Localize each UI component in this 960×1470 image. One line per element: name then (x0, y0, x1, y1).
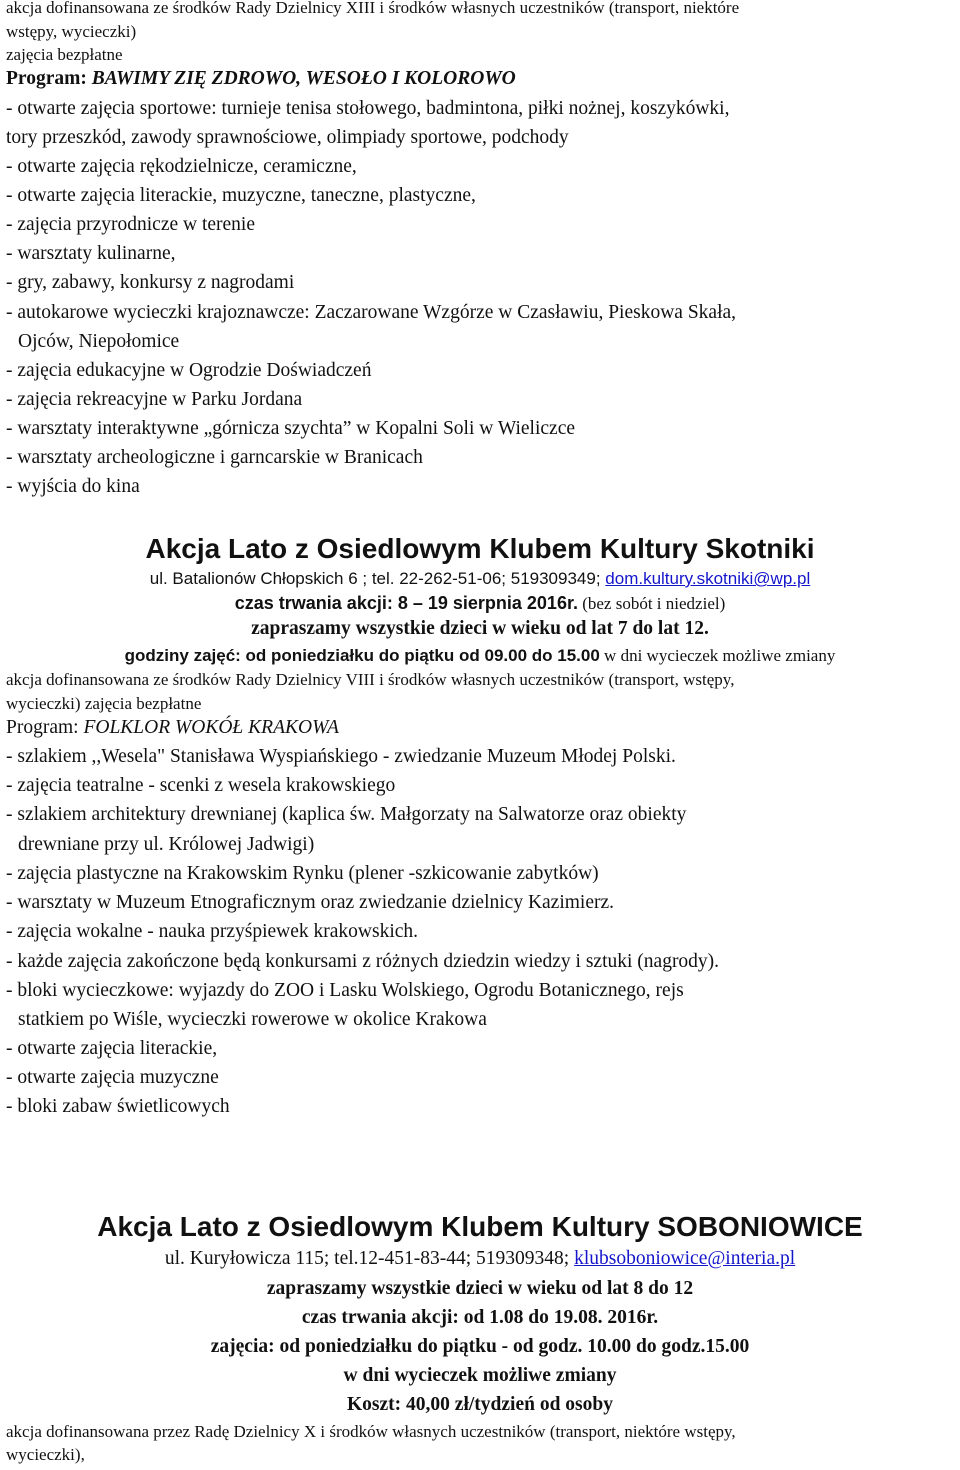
funding-note: akcja dofinansowana ze środków Rady Dzielnicy XIII i środków własnych uczestników (transport, niektóre (6, 0, 740, 17)
contact-address: ul. Kuryłowicza 115; tel.12-451-83-44; 519309348; klubsoboniowice@interia.pl (164, 1248, 796, 1269)
list-item: - otwarte zajęcia literackie, (6, 1038, 218, 1059)
list-item: statkiem po Wiśle, wycieczki rowerowe w okolice Krakowa (18, 1009, 487, 1030)
list-item: - zajęcia przyrodnicze w terenie (6, 214, 256, 235)
cost: Koszt: 40,00 zł/tydzień od osoby (347, 1394, 613, 1415)
email-link[interactable]: klubsoboniowice@interia.pl (574, 1248, 796, 1269)
duration: czas trwania akcji: od 1.08 do 19.08. 2016r. (301, 1307, 659, 1328)
list-item: - warsztaty archeologiczne i garncarskie w Branicach (6, 447, 423, 468)
list-item: - warsztaty w Muzeum Etnograficznym oraz zwiedzanie dzielnicy Kazimierz. (6, 892, 615, 913)
list-item: - szlakiem architektury drewnianej (kaplica św. Małgorzaty na Salwatorze oraz obiekty (6, 804, 687, 825)
list-item: Ojców, Niepołomice (18, 331, 180, 352)
list-item: drewniane przy ul. Królowej Jadwigi) (18, 834, 315, 855)
funding-note: akcja dofinansowana ze środków Rady Dzielnicy VIII i środków własnych uczestników (transport, wstępy, (6, 670, 735, 689)
list-item: - zajęcia rekreacyjne w Parku Jordana (6, 389, 303, 410)
list-item: - autokarowe wycieczki krajoznawcze: Zaczarowane Wzgórze w Czasławiu, Pieskowa Skała, (6, 302, 737, 323)
section-heading-soboniowice: Akcja Lato z Osiedlowym Klubem Kultury SOBONIOWICE (97, 1211, 863, 1242)
list-item: - gry, zabawy, konkursy z nagrodami (6, 272, 295, 293)
section-heading-skotniki: Akcja Lato z Osiedlowym Klubem Kultury Skotniki (145, 533, 815, 564)
funding-note: wstępy, wycieczki) (6, 22, 137, 41)
age-invite: zapraszamy wszystkie dzieci w wieku od lat 7 do lat 12. (251, 618, 709, 639)
list-item: - warsztaty kulinarne, (6, 243, 176, 264)
funding-note: wycieczki) zajęcia bezpłatne (6, 694, 202, 713)
program-title: Program: BAWIMY ZIĘ ZDROWO, WESOŁO I KOLOROWO (6, 68, 516, 89)
free-note: zajęcia bezpłatne (6, 45, 123, 64)
list-item: tory przeszkód, zawody sprawnościowe, olimpiady sportowe, podchody (6, 127, 569, 148)
list-item: - bloki zabaw świetlicowych (6, 1096, 230, 1117)
program-title: Program: FOLKLOR WOKÓŁ KRAKOWA (6, 717, 339, 738)
duration: czas trwania akcji: 8 – 19 sierpnia 2016r. (bez sobót i niedziel) (234, 593, 726, 613)
age-invite: zapraszamy wszystkie dzieci w wieku od lat 8 do 12 (266, 1278, 694, 1299)
list-item: - szlakiem ,,Wesela" Stanisława Wyspiańskiego - zwiedzanie Muzeum Młodej Polski. (6, 746, 676, 767)
list-item: - bloki wycieczkowe: wyjazdy do ZOO i Lasku Wolskiego, Ogrodu Botanicznego, rejs (6, 980, 684, 1001)
hours: zajęcia: od poniedziałku do piątku - od godz. 10.00 do godz.15.00 (210, 1336, 750, 1357)
list-item: - wyjścia do kina (6, 476, 140, 497)
hours: godziny zajęć: od poniedziałku do piątku od 09.00 do 15.00 w dni wycieczek możliwe zmiany (124, 646, 836, 665)
list-item: - otwarte zajęcia literackie, muzyczne, taneczne, plastyczne, (6, 185, 476, 206)
list-item: - zajęcia plastyczne na Krakowskim Rynku (plener -szkicowanie zabytków) (6, 863, 599, 884)
email-link[interactable]: dom.kultury.skotniki@wp.pl (605, 569, 811, 588)
list-item: - zajęcia wokalne - nauka przyśpiewek krakowskich. (6, 921, 419, 942)
contact-address: ul. Batalionów Chłopskich 6 ; tel. 22-262-51-06; 519309349; dom.kultury.skotniki@wp.pl (149, 569, 811, 588)
list-item: - każde zajęcia zakończone będą konkursami z różnych dziedzin wiedzy i sztuki (nagrody). (6, 951, 720, 972)
list-item: - otwarte zajęcia sportowe: turnieje tenisa stołowego, badmintona, piłki nożnej, koszykówki, (6, 98, 730, 119)
list-item: - otwarte zajęcia muzyczne (6, 1067, 219, 1088)
list-item: - zajęcia edukacyjne w Ogrodzie Doświadczeń (6, 360, 372, 381)
trip-note: w dni wycieczek możliwe zmiany (343, 1365, 617, 1386)
list-item: - zajęcia teatralne - scenki z wesela krakowskiego (6, 775, 396, 796)
funding-note: wycieczki), (6, 1445, 85, 1464)
list-item: - otwarte zajęcia rękodzielnicze, ceramiczne, (6, 156, 357, 177)
list-item: - warsztaty interaktywne „górnicza szychta” w Kopalni Soli w Wieliczce (6, 418, 576, 439)
funding-note: akcja dofinansowana przez Radę Dzielnicy X i środków własnych uczestników (transport, niektóre wstępy, (6, 1422, 736, 1441)
